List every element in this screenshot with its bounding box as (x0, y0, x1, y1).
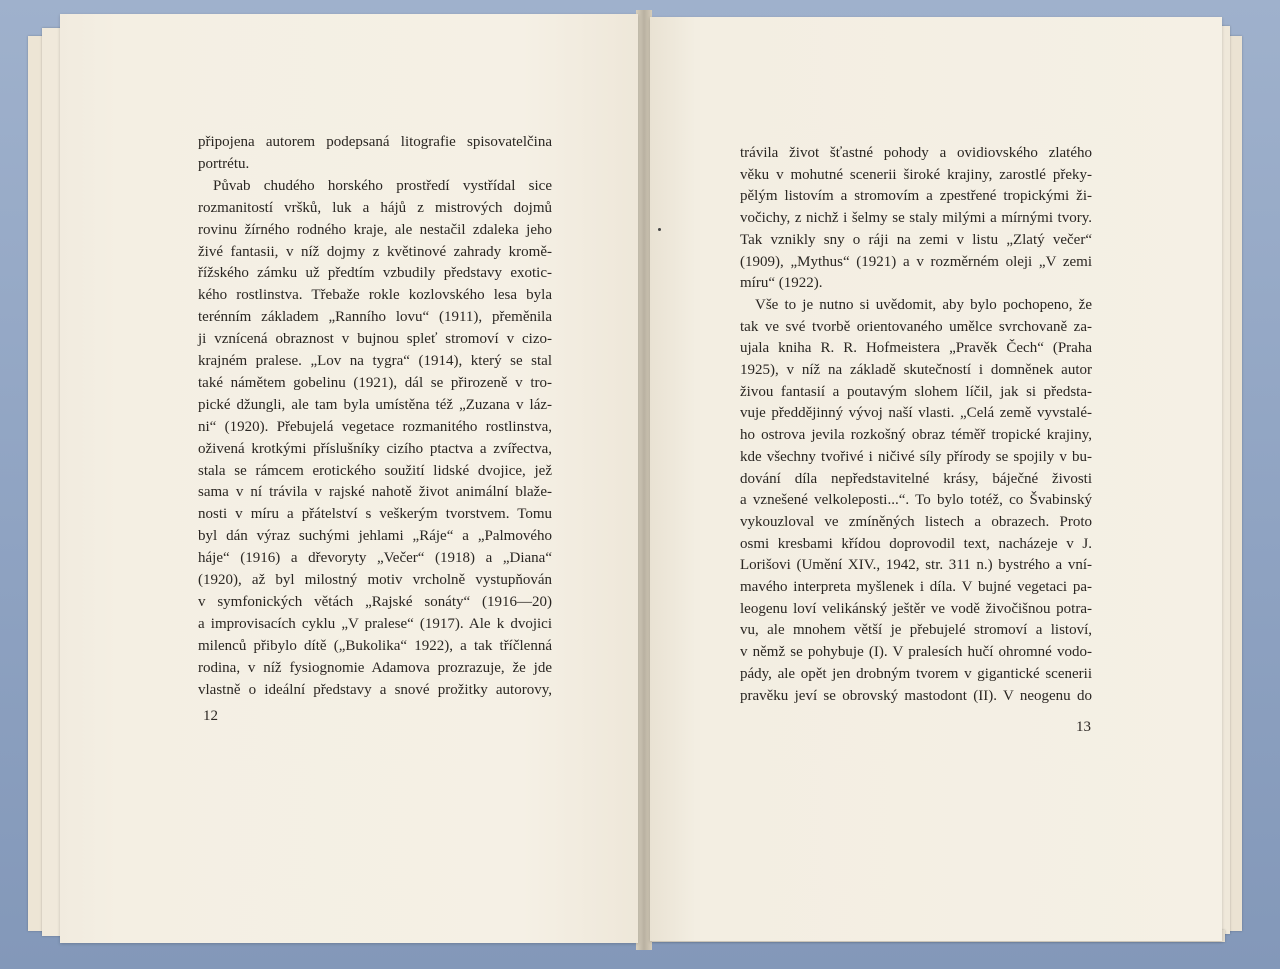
text-line: vu, ale mnohem větší je přebujelé stromoví a listoví, (740, 622, 1092, 639)
text-line: háje“ (1916) a dřevoryty „Večer“ (1918) a „Diana“ (198, 550, 552, 567)
text-line: pravěku jeví se obrovský mastodont (II). V neogenu do (740, 687, 1092, 704)
page-number-left: 12 (203, 708, 218, 724)
text-line: dování díla nepředstavitelné krásy, báječné živosti (740, 470, 1092, 487)
text-line: Vše to je nutno si uvědomit, aby bylo pochopeno, že (755, 296, 1092, 313)
page-number-right: 13 (1076, 719, 1091, 735)
text-line: (1909), „Mythus“ (1921) a v rozměrném oleji „V zemi (740, 253, 1092, 270)
text-line: portrétu. (198, 155, 250, 172)
text-line: řížského zámku už předtím vzbudily představy exotic- (198, 265, 552, 282)
text-line: Lorišovi (Umění XIV., 1942, str. 311 n.) bystrého a vní- (740, 557, 1092, 574)
text-line: ujala kniha R. R. Hofmeistera „Pravěk Čech“ (Praha (740, 340, 1092, 357)
text-line: pické džungli, ale tam byla umístěna též „Zuzana v láz- (198, 396, 552, 413)
text-line: mavého interpreta myšlenek i díla. V bujné vegetaci pa- (740, 579, 1092, 595)
text-line: ji vznícená obraznost v bujnou spleť stromoví v cizo- (198, 331, 552, 348)
text-line: také námětem gobelinu (1921), dál se přirozeně v tro- (198, 374, 552, 391)
text-line: stala se rámcem erotického soužití lidské dvojice, jež (198, 462, 552, 479)
text-line: vočichy, z nichž i šelmy se staly milými a mírnými tvory. (740, 210, 1092, 227)
text-line: 1925), v níž na základě skutečností i domněnek autor (740, 362, 1092, 378)
text-line: rovinu žírného rodného kraje, ale nestačil zdaleka jeho (198, 221, 552, 238)
text-line: připojena autorem podepsaná litografie spisovatelčina (198, 134, 552, 150)
text-line: Půvab chudého horského prostředí vystřídal sice (213, 177, 552, 194)
text-line: vlastně o ideální představy a snové prožitky autorovy, (198, 681, 552, 698)
text-line: byl dán výraz suchými jehlami „Ráje“ a „Palmového (198, 528, 552, 545)
text-line: sama v ní trávila v rajské nahotě život animální blaže- (198, 484, 552, 501)
text-line: milenců přibylo dítě („Bukolika“ 1922), a tak tříčlenná (198, 637, 552, 654)
text-line: a improvisacích cyklu „V pralese“ (1917). Ale k dvojici (198, 615, 552, 632)
text-line: živou fantasií a poutavým slohem líčil, jak si předsta- (740, 383, 1092, 400)
text-line: tak ve své tvorbě orientovaného umělce svrchovaně za- (740, 318, 1092, 335)
text-line: kého rostlinstva. Třebaže rokle kozlovského lesa byla (198, 287, 552, 304)
text-line: vuje předdějinný vývoj naší vlasti. „Celá země vyvstalé- (740, 405, 1092, 422)
text-line: osmi kresbami křídou doprovodil text, nacházeje v J. (740, 535, 1092, 552)
text-line: pělým listovím a stromovím a zpestřené tropickými ži- (740, 188, 1092, 205)
text-line: trávila život šťastné pohody a ovidiovského zlatého (740, 145, 1092, 161)
text-line: ho ostrova jevila rozkošný obraz téměř tropické krajiny, (740, 427, 1092, 444)
text-line: rozmanitostí vršků, luk a hájů z mistrových dojmů (198, 199, 552, 216)
text-line: v symfonických větách „Rajské sonáty“ (1916—20) (198, 593, 552, 610)
text-line: nosti v míru a přátelství s veškerým tvorstvem. Tomu (198, 506, 552, 523)
text-line: živé fantasii, v níž dojmy z květinové zahrady kromě- (198, 243, 552, 260)
text-line: krajném pralese. „Lov na tygra“ (1914), který se stal (198, 353, 552, 369)
speck (658, 228, 661, 231)
text-line: oživená krotkými příslušníky cizího ptactva a zvířectva, (198, 440, 552, 457)
text-line: rodina, v níž fysiognomie Adamova prozrazuje, že jde (198, 659, 552, 676)
text-line: a vznešené velkoleposti...“. To bylo totéž, co Švabinský (740, 492, 1092, 509)
text-line: v němž se pohybuje (I). V pralesích hučí ohromné vodo- (740, 644, 1092, 661)
text-line: míru“ (1922). (740, 275, 823, 292)
text-line: terénním základem „Ranního lovu“ (1911), přeměnila (198, 309, 552, 326)
text-line: leogenu loví velikánský ještěr ve vodě živočišnou potra- (740, 600, 1092, 617)
text-line: ni“ (1920). Přebujelá vegetace rozmanitého rostlinstva, (198, 418, 552, 435)
text-line: věku v mohutné scenerii široké krajiny, zarostlé překy- (740, 166, 1092, 183)
text-line: (1920), až byl milostný motiv vrcholně vystupňován (198, 572, 552, 588)
text-line: Tak vznikly sny o ráji na zemi v listu „Zlatý večer“ (740, 231, 1092, 248)
text-line: pády, ale opět jen drobným tvorem v gigantické scenerii (740, 665, 1092, 682)
text-line: kde všechny tvořivé i ničivé síly přírody se spojily v bu- (740, 448, 1092, 465)
text-line: vykouzloval ve zmíněných listech a obrazech. Proto (740, 513, 1092, 530)
